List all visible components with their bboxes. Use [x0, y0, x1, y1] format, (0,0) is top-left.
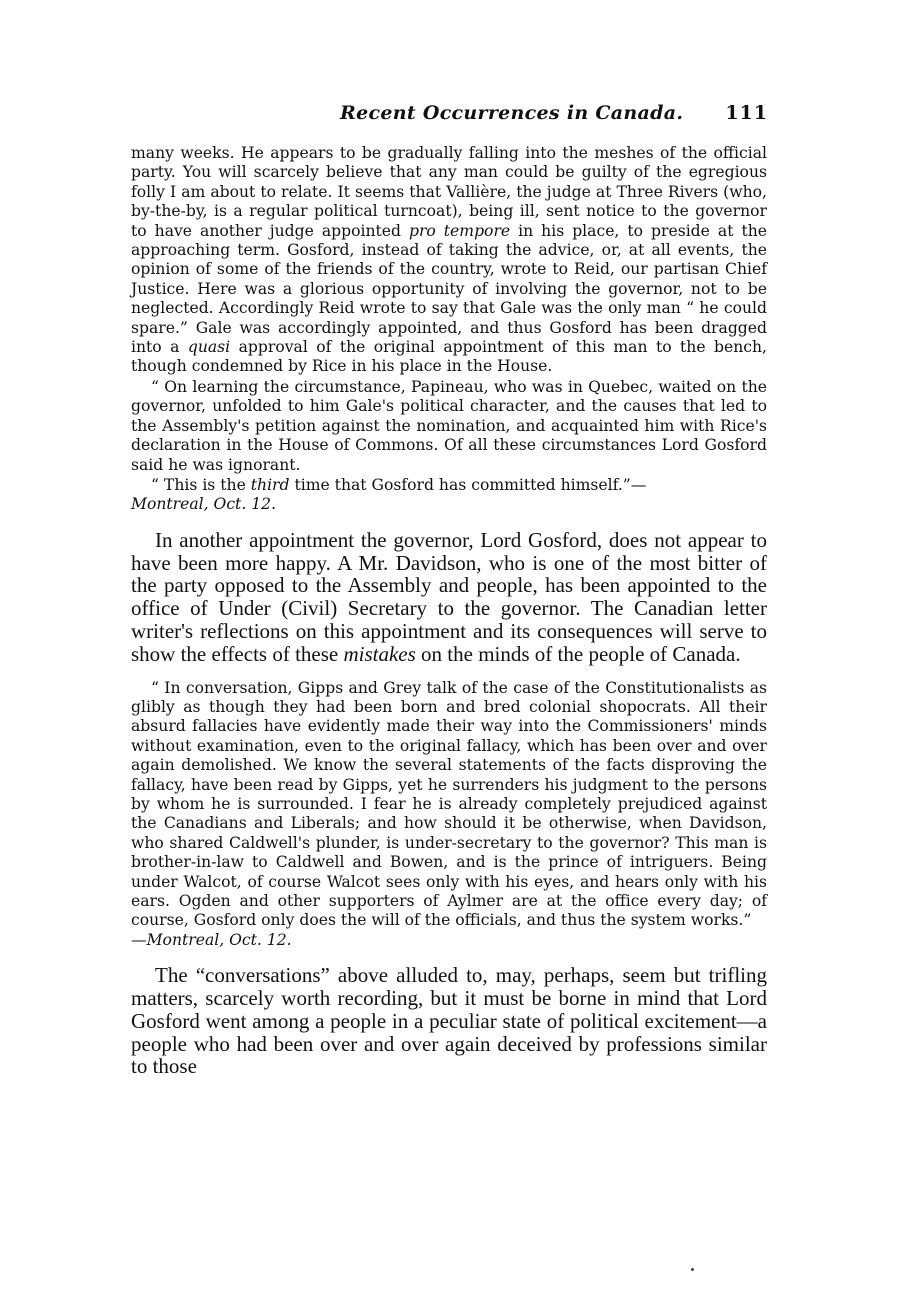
page-number: 111 [725, 102, 768, 124]
q3-italic-third: third [250, 475, 290, 494]
running-head [130, 102, 768, 130]
b1-text-b: on the minds of the people of Canada. [415, 641, 741, 666]
quoted-letter-paragraph-4 [131, 679, 767, 951]
b1-italic-mistakes: mistakes [343, 641, 416, 666]
body-paragraph-1 [131, 529, 767, 666]
print-speck [691, 1268, 694, 1271]
quoted-letter-paragraph-3 [131, 476, 767, 515]
q4-text: “ In conversation, Gipps and Grey talk of the case of the Constitutionalists as glibly as though they had been born and bred colonial shopocrats. All their absurd fallacies have evidently made their way into the Commissioners' minds without examination, even to the original fallacy, which has been over and over again demolished. We know the several statements of the facts disproving the fallacy, have been read by Gipps, yet he surrenders his judgment to the persons by whom he is surrounded. I fear he is already completely prejudiced against the Canadians and Liberals; and how should it be otherwise, when Davidson, who shared Caldwell's plunder, is under-secretary to the governor? This man is brother-in-law to Caldwell and Bowen, and is the prince of intriguers. Being under Walcot, of course Walcot sees only with his eyes, and hears only with his ears. Ogden and other supporters of Aylmer are at the office every day; of course, Gosford only does the will of the officials, and thus the system works.” [131, 678, 767, 930]
q3-text-b: time that Gosford has committed himself.”— [289, 475, 647, 494]
body-paragraph-2: The “conversations” above alluded to, may, perhaps, seem but trifling matters, scarcely worth recording, but it must be borne in mind that Lord Gosford went among a people in a peculiar state of political excitement—a people who had been over and over again deceived by professions similar to those [131, 963, 767, 1079]
quoted-letter-paragraph-1 [131, 144, 767, 377]
q1-italic-quasi: quasi [187, 338, 231, 357]
q1-text-b: in his place, to preside at the approaching term. Gosford, instead of taking the advice, or, at all events, the opinion of some of the friends of the country, wrote to Reid, our partisan Chief Justice. Here was a glorious opportunity of involving the governor, not to be neglected. Accordingly Reid wrote to say that Gale was the only man “ he could spare.” Gale was accordingly appointed, and thus Gosford has been dragged into a [131, 221, 767, 357]
running-title: Recent Occurrences in Canada. [340, 102, 684, 124]
text-column [131, 144, 767, 1078]
q1-italic-pro-tempore: pro tempore [408, 221, 511, 240]
q3-signature: Montreal, Oct. 12. [131, 495, 277, 514]
q3-text-a: “ This is the [151, 475, 251, 494]
q1-text-c: approval of the original appointment of this man to the bench, though condemned by Rice in his place in the House. [131, 338, 767, 376]
q1-text-a: many weeks. He appears to be gradually falling into the meshes of the official party. You will scarcely believe that any man could be guilty of the egregious folly I am about to relate. It seems that Vallière, the judge at Three Rivers (who, by-the-by, is a regular political turncoat), being ill, sent notice to the governor to have another judge appointed [131, 144, 767, 240]
q4-signature: —Montreal, Oct. 12. [131, 930, 292, 949]
quoted-letter-paragraph-2: “ On learning the circumstance, Papineau, who was in Quebec, waited on the governor, unfolded to him Gale's political character, and the causes that led to the Assembly's petition against the nomination, and acquainted him with Rice's declaration in the House of Commons. Of all these circumstances Lord Gosford said he was ignorant. [131, 377, 767, 474]
b1-text-a: In another appointment the governor, Lord Gosford, does not appear to have been more happy. A Mr. Davidson, who is one of the most bitter of the party opposed to the Assembly and people, has been appointed to the office of Under (Civil) Secretary to the governor. The Canadian letter writer's reflections on this appointment and its consequences will serve to show the effects of these [131, 527, 767, 666]
